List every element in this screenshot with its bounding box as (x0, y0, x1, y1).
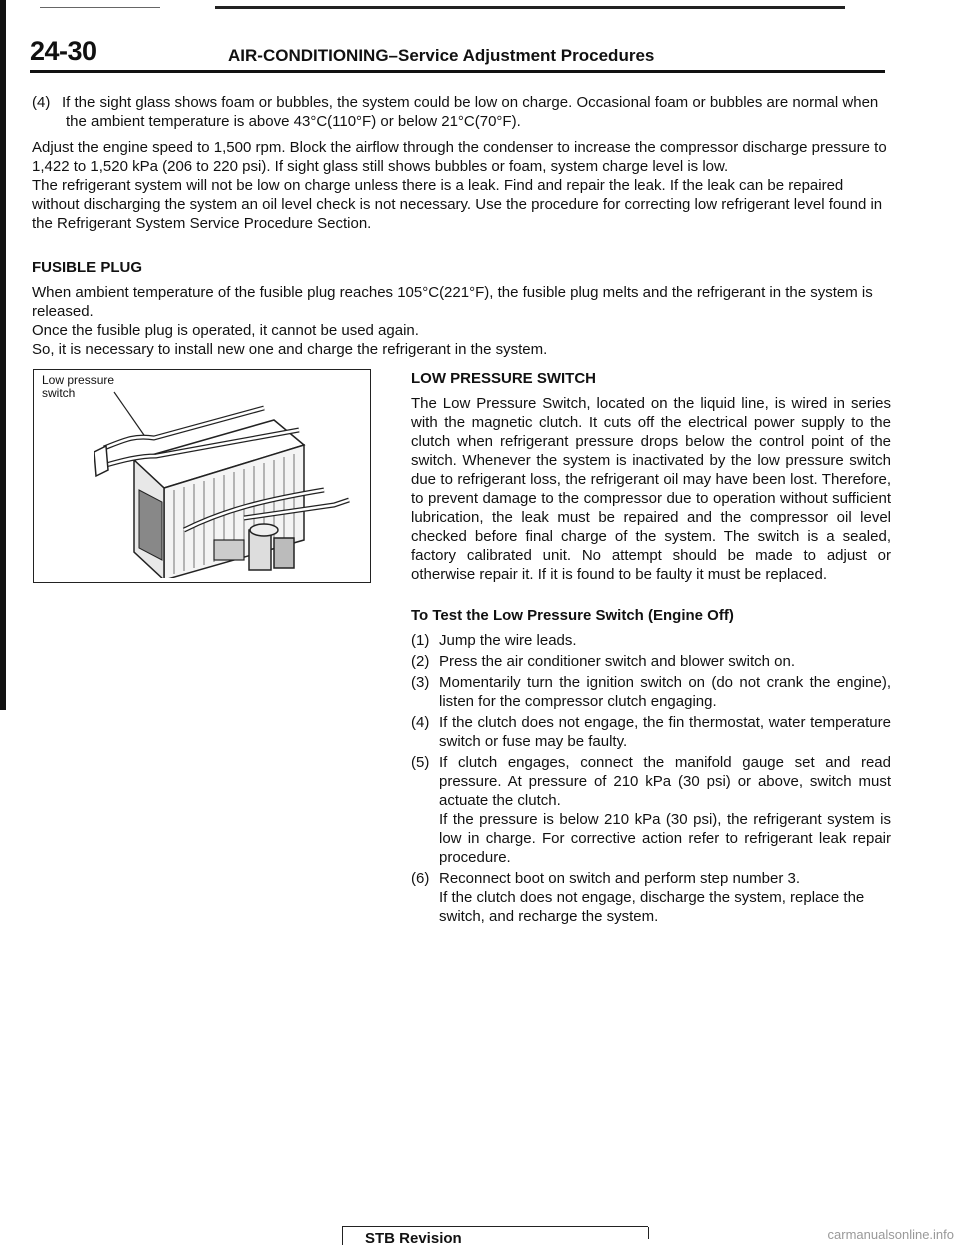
test-step-number: (3) (411, 674, 430, 691)
intro-para-1: Adjust the engine speed to 1,500 rpm. Block the airflow through the condenser to increase the compressor discharge pressure to 1,422 to 1,520 kPa (206 to 220 psi). If sight glass still shows bubbles or foam, system charge level is low. (32, 139, 887, 175)
test-step-text: Press the air conditioner switch and blower switch on. (439, 653, 796, 670)
test-step-text: Momentarily turn the ignition switch on (do not crank the engine), listen for the compressor clutch engaging. (439, 674, 891, 710)
test-heading: To Test the Low Pressure Switch (Engine Off) (411, 607, 734, 624)
test-step-number: (5) (411, 754, 430, 771)
condenser-illustration (94, 390, 364, 578)
test-step (411, 673, 891, 711)
test-step-extra: If the pressure is below 210 kPa (30 psi), the refrigerant system is low in charge. For corrective action refer to refrigerant leak repair procedure. (439, 811, 891, 866)
test-step-extra: If the clutch does not engage, discharge the system, replace the switch, and recharge the system. (439, 889, 865, 925)
test-step-number: (4) (411, 714, 430, 731)
page-number: 24-30 (30, 36, 97, 66)
low-pressure-switch-section (411, 369, 891, 928)
test-step (411, 631, 891, 650)
footer-tick (648, 1227, 649, 1239)
fusible-plug-para-2: Once the fusible plug is operated, it cannot be used again. (32, 322, 419, 339)
intro-item-4-text: If the sight glass shows foam or bubbles, the system could be low on charge. Occasional foam or bubbles are normal when the ambient temperature is above 43°C(110°F) or below 21°C(70°F). (62, 94, 879, 130)
test-step (411, 869, 891, 926)
figure-label: Low pressure switch (42, 373, 115, 400)
top-rule (215, 6, 845, 9)
section-title: AIR-CONDITIONING–Service Adjustment Procedures (228, 46, 655, 65)
test-step-number: (2) (411, 653, 430, 670)
scan-edge-bar (0, 0, 6, 710)
test-step-text: Reconnect boot on switch and perform step number 3. (439, 870, 801, 887)
test-steps-list (411, 631, 891, 926)
test-step-text: Jump the wire leads. (439, 632, 577, 649)
test-step-text: If the clutch does not engage, the fin thermostat, water temperature switch or fuse may be faulty. (439, 714, 891, 750)
page-footer (342, 1226, 648, 1245)
low-pressure-switch-figure (33, 369, 371, 583)
top-thin-rule (40, 7, 160, 8)
low-pressure-switch-para: The Low Pressure Switch, located on the liquid line, is wired in series with the magnetic clutch. It cuts off the electrical power supply to the clutch when refrigerant pressure drops below the control point of the switch. Whenever the system is inactivated by the low pressure switch due to refrigerant loss, the refrigerant oil may have been lost. Therefore, to prevent damage to the compressor due to operation without sufficient lubrication, the leak must be repaired and the compressor oil level checked before final charge of the system. The switch is a sealed, factory calibrated unit. No attempt should be made to adjust or otherwise repair it. If it is found to be faulty it must be replaced. (411, 395, 891, 583)
test-step (411, 652, 891, 671)
intro-item-4 (32, 93, 887, 131)
watermark: carmanualsonline.info (827, 1227, 954, 1242)
fusible-plug-para-3: So, it is necessary to install new one and charge the refrigerant in the system. (32, 341, 548, 358)
fusible-plug-section (32, 258, 887, 359)
test-step (411, 713, 891, 751)
low-pressure-switch-heading: LOW PRESSURE SWITCH (411, 370, 597, 387)
fusible-plug-para-1: When ambient temperature of the fusible plug reaches 105°C(221°F), the fusible plug melts and the refrigerant in the system is released. (32, 284, 873, 320)
intro-section (32, 93, 887, 233)
intro-item-4-num: (4) (32, 94, 51, 111)
test-step-number: (6) (411, 870, 430, 887)
header-rule (30, 70, 885, 73)
test-step-number: (1) (411, 632, 430, 649)
intro-para-2: The refrigerant system will not be low on charge unless there is a leak. Find and repair the leak. If the leak can be repaired without discharging the system an oil level check is not necessary. Use the procedure for correcting low refrigerant level found in the Refrigerant System Service Procedure Section. (32, 177, 883, 232)
footer-label: STB Revision (365, 1230, 462, 1247)
test-step (411, 753, 891, 867)
test-step-text: If clutch engages, connect the manifold gauge set and read pressure. At pressure of 210 kPa (30 psi) or above, switch must actuate the clutch. (439, 754, 891, 809)
fusible-plug-heading: FUSIBLE PLUG (32, 259, 143, 276)
